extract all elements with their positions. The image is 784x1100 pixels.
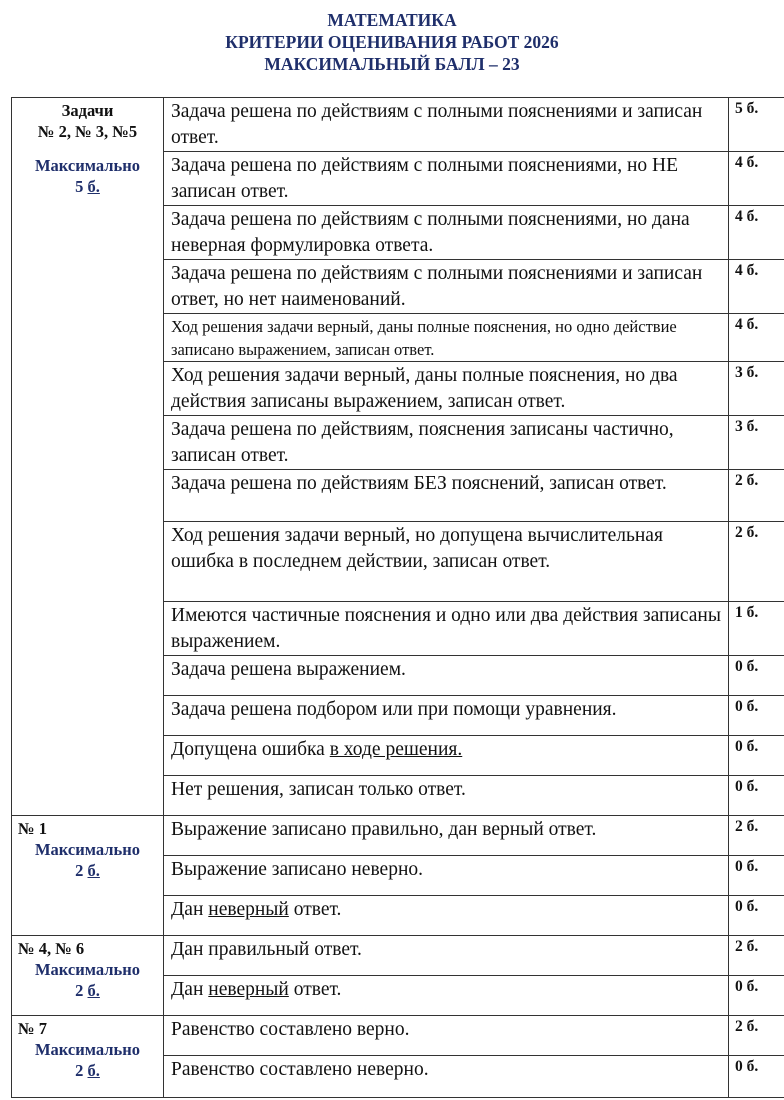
group-max-label: Максимально [34, 1040, 140, 1059]
criterion-score: 4 б. [729, 206, 784, 260]
criterion-text: Ход решения задачи верный, но допущена вычислительная ошибка в последнем действии, записан ответ. [164, 522, 729, 602]
max-points-number: 2 [75, 861, 88, 880]
criterion-text: Задача решена по действиям с полными пояснениями, но НЕ записан ответ. [164, 152, 729, 206]
group-max-value [12, 1060, 163, 1081]
criterion-text: Ход решения задачи верный, даны полные пояснения, но два действия записаны выражением, записан ответ. [164, 362, 729, 416]
group-max-label: Максимально [34, 156, 140, 175]
criterion-score: 0 б. [729, 656, 784, 696]
table-row [12, 936, 784, 976]
criterion-score: 0 б. [729, 856, 784, 896]
group-title: № 4, № 6 [18, 939, 85, 958]
criterion-text: Имеются частичные пояснения и одно или два действия записаны выражением. [164, 602, 729, 656]
group-max-value [12, 176, 163, 197]
criterion-score: 4 б. [729, 152, 784, 206]
criterion-text: Равенство составлено верно. [164, 1016, 729, 1056]
criterion-text-emphasis: неверный [208, 899, 289, 920]
criterion-text [164, 736, 729, 776]
criterion-text: Задача решена подбором или при помощи уравнения. [164, 696, 729, 736]
criterion-text: Задача решена по действиям, пояснения записаны частично, записан ответ. [164, 416, 729, 470]
table-row [12, 98, 784, 152]
criterion-text: Нет решения, записан только ответ. [164, 776, 729, 816]
criterion-score: 2 б. [729, 470, 784, 522]
criterion-text-part: Допущена ошибка [171, 739, 330, 760]
criterion-text: Равенство составлено неверно. [164, 1056, 729, 1098]
criterion-text: Задача решена по действиям с полными пояснениями, но дана неверная формулировка ответа. [164, 206, 729, 260]
criterion-text: Выражение записано неверно. [164, 856, 729, 896]
max-points-number: 2 [75, 981, 88, 1000]
criterion-score: 1 б. [729, 602, 784, 656]
criterion-text: Задача решена выражением. [164, 656, 729, 696]
criterion-text-part: Дан [171, 899, 209, 920]
criterion-score: 3 б. [729, 362, 784, 416]
criterion-score: 0 б. [729, 976, 784, 1016]
criterion-score: 5 б. [729, 98, 784, 152]
criterion-text: Дан правильный ответ. [164, 936, 729, 976]
group-title: № 1 [18, 819, 47, 838]
group-max-value [12, 860, 163, 881]
criterion-text [164, 896, 729, 936]
criterion-score: 2 б. [729, 816, 784, 856]
criterion-text: Задача решена по действиям с полными пояснениями и записан ответ, но нет наименований. [164, 260, 729, 314]
table-row [12, 816, 784, 856]
max-points-unit: б. [87, 1061, 100, 1080]
criterion-text [164, 976, 729, 1016]
criterion-score: 0 б. [729, 776, 784, 816]
criterion-text: Выражение записано правильно, дан верный ответ. [164, 816, 729, 856]
group-title: № 7 [18, 1019, 47, 1038]
group-title: Задачи [61, 101, 114, 120]
max-points-unit: б. [87, 981, 100, 1000]
criterion-score: 2 б. [729, 936, 784, 976]
criterion-text: Ход решения задачи верный, даны полные пояснения, но одно действие записано выражением, записан ответ. [164, 314, 729, 362]
group-max-value [12, 980, 163, 1001]
criterion-text-part: ответ. [288, 979, 342, 1000]
criterion-score: 0 б. [729, 896, 784, 936]
criterion-score: 4 б. [729, 314, 784, 362]
criterion-score: 0 б. [729, 736, 784, 776]
subject-title: МАТЕМАТИКА [327, 10, 457, 30]
criterion-score: 2 б. [729, 522, 784, 602]
group-cell-task-7 [12, 1016, 164, 1098]
criterion-text: Задача решена по действиям с полными пояснениями и записан ответ. [164, 98, 729, 152]
group-max-label: Максимально [34, 840, 140, 859]
max-score-title: МАКСИМАЛЬНЫЙ БАЛЛ – 23 [264, 54, 520, 74]
group-cell-task-1 [12, 816, 164, 936]
criterion-score: 2 б. [729, 1016, 784, 1056]
document-header [0, 9, 784, 75]
criterion-text-part: ответ. [288, 899, 342, 920]
criterion-score: 3 б. [729, 416, 784, 470]
criterion-text-emphasis: в ходе решения. [329, 739, 463, 760]
group-cell-tasks-2-3-5 [12, 98, 164, 816]
criterion-text-emphasis: неверный [208, 979, 289, 1000]
max-points-unit: б. [87, 177, 100, 196]
criteria-table [11, 97, 784, 1098]
max-points-unit: б. [87, 861, 100, 880]
group-max-label: Максимально [34, 960, 140, 979]
criterion-score: 4 б. [729, 260, 784, 314]
group-task-numbers: № 2, № 3, №5 [37, 122, 138, 141]
max-points-number: 2 [75, 1061, 88, 1080]
criterion-text-part: Дан [171, 979, 209, 1000]
criterion-text: Задача решена по действиям БЕЗ пояснений, записан ответ. [164, 470, 729, 522]
criteria-title: КРИТЕРИИ ОЦЕНИВАНИЯ РАБОТ 2026 [225, 32, 559, 52]
table-row [12, 1016, 784, 1056]
criterion-score: 0 б. [729, 696, 784, 736]
group-cell-tasks-4-6 [12, 936, 164, 1016]
criterion-score: 0 б. [729, 1056, 784, 1098]
max-points-number: 5 [75, 177, 88, 196]
